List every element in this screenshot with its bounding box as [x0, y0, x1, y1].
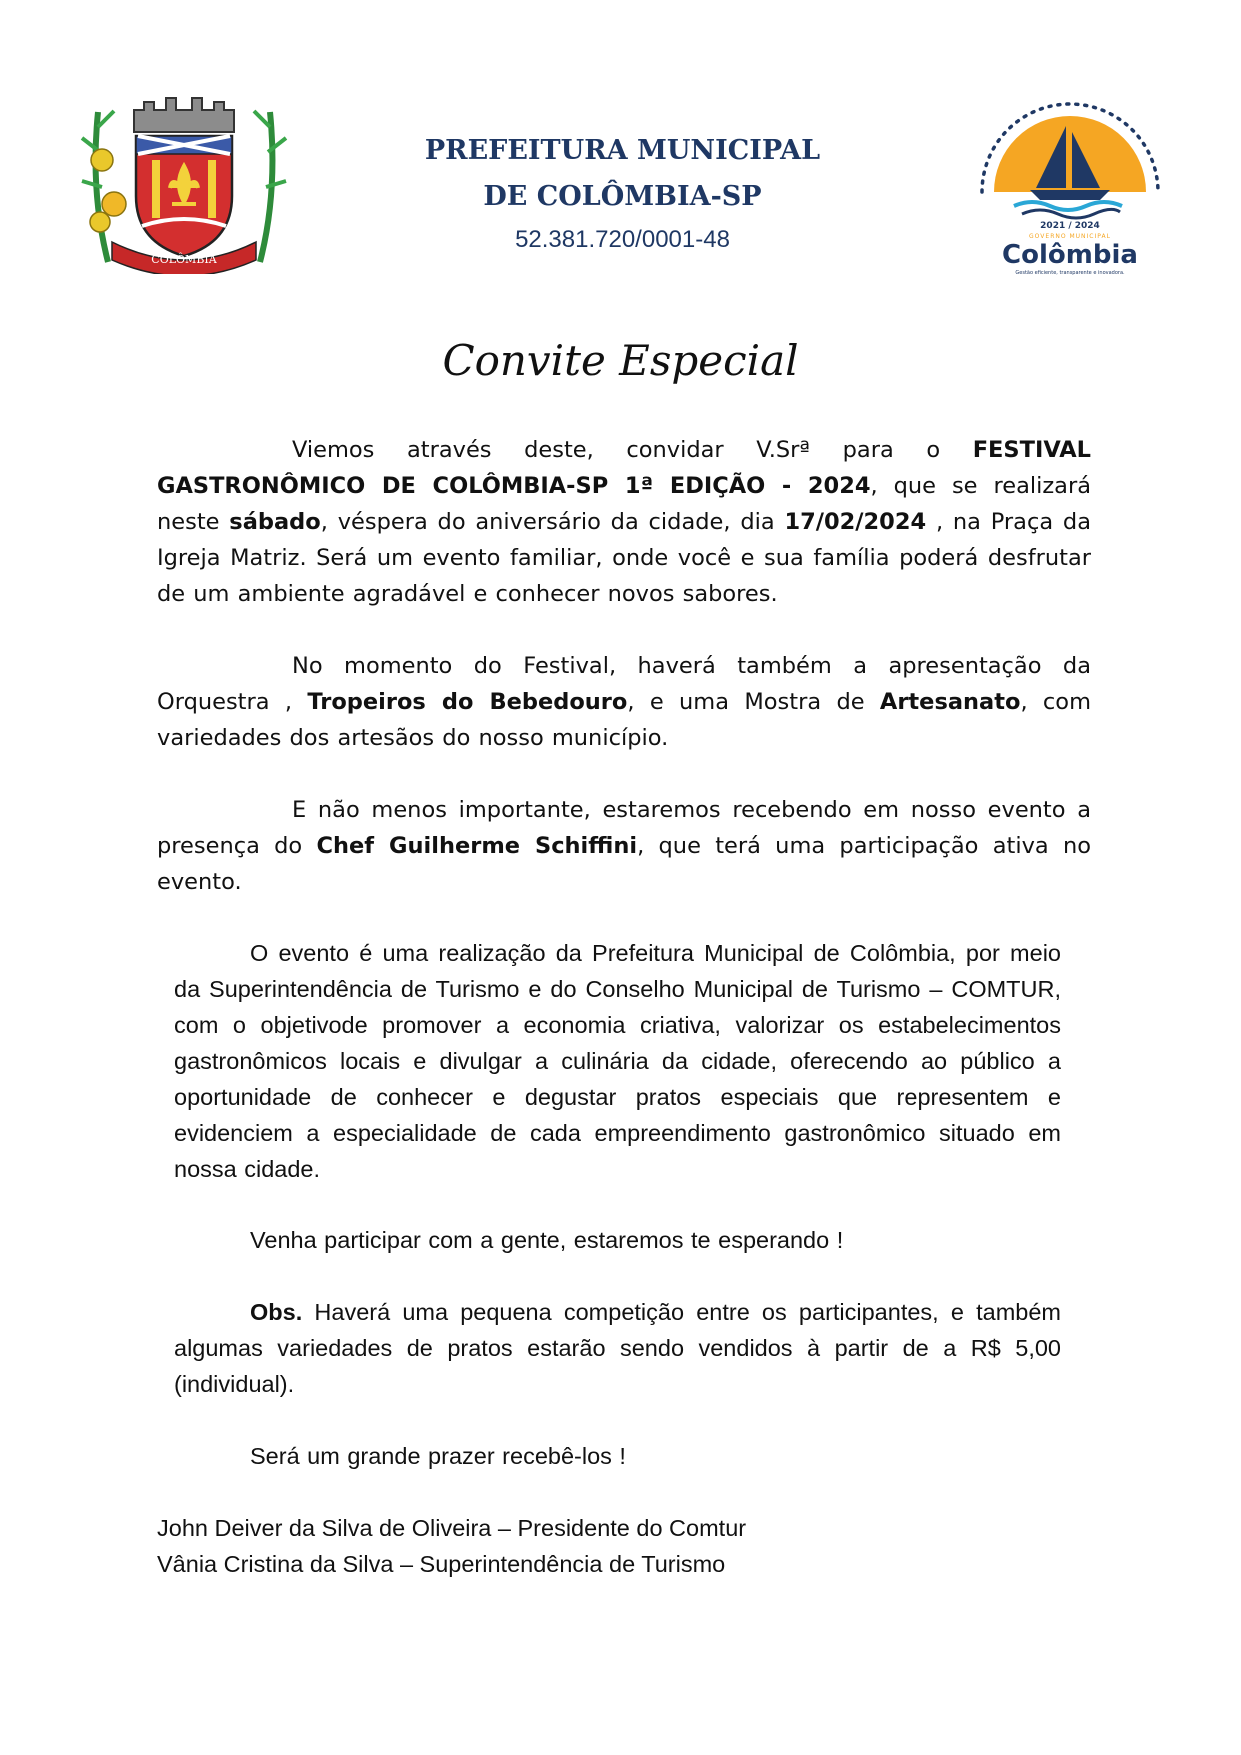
sailboat-sun-logo-icon — [970, 88, 1170, 280]
letter-title: Convite Especial — [442, 336, 799, 385]
header-line-1: PREFEITURA MUNICIPAL — [424, 135, 821, 166]
chef-name: Chef Guilherme Schiffini — [316, 833, 638, 859]
paragraph-call-to-action — [174, 1222, 1061, 1258]
logo-subtitle: GOVERNO MUNICIPAL — [1029, 233, 1111, 240]
paragraph-invitation — [157, 432, 1091, 612]
header-cnpj: 52.381.720/0001-48 — [515, 226, 730, 253]
p7-text: Será um grande prazer recebê-los ! — [250, 1443, 626, 1469]
p1-text-a: Viemos através deste, convidar V.Srª para o — [292, 437, 973, 463]
paragraph-closing — [174, 1438, 1061, 1474]
festival-name: FESTIVAL GASTRONÔMICO DE COLÔMBIA-SP 1ª EDIÇÃO - 2024 — [157, 437, 1091, 499]
logo-name: Colômbia — [1002, 240, 1138, 270]
crest-banner-text: COLÔMBIA — [151, 253, 217, 266]
p4-text: O evento é uma realização da Prefeitura Municipal de Colômbia, por meio da Superintendência de Turismo e do Conselho Municipal de Turismo – COMTUR, com o objetivode promover a economia criativa, valorizar os estabelecimentos gastronômicos locais e divulgar a culinária da cidade, oferecendo ao público a oportunidade de conhecer e degustar pratos especiais que representem e evidenciem a especialidade de cada empreendimento gastronômico situado em nossa cidade. — [174, 940, 1061, 1182]
p2-text-a: No momento do Festival, haverá também a apresentação da Orquestra , — [157, 653, 1091, 715]
header-line-2: DE COLÔMBIA-SP — [483, 181, 762, 212]
p2-text-e: , com variedades dos artesãos do nosso município. — [157, 689, 1091, 751]
p1-text-c: , que se realizará neste — [157, 473, 1091, 535]
paragraph-chef — [157, 792, 1091, 900]
signature-1: John Deiver da Silva de Oliveira – Presidente do Comtur — [157, 1515, 747, 1541]
p5-text: Venha participar com a gente, estaremos te esperando ! — [250, 1227, 844, 1253]
p1-text-e: , véspera do aniversário da cidade, dia — [320, 509, 785, 535]
p6-text: Haverá uma pequena competição entre os participantes, e também algumas variedades de pratos estarão sendo vendidos à partir de a R$ 5,00 (individual). — [174, 1299, 1061, 1397]
logo-slogan: Gestão eficiente, transparente e inovadora. — [1015, 270, 1125, 276]
p1-text-g: , na Praça da Igreja Matriz. Será um evento familiar, onde você e sua família poderá desfrutar de um ambiente agradável e conhecer novos sabores. — [157, 509, 1091, 607]
event-date: 17/02/2024 — [784, 509, 927, 535]
paragraph-observation — [174, 1294, 1061, 1402]
signature-2: Vânia Cristina da Silva – Superintendência de Turismo — [157, 1551, 726, 1577]
paragraph-organization — [174, 935, 1061, 1187]
p2-text-c: , e uma Mostra de — [627, 689, 880, 715]
signature-block — [157, 1510, 1057, 1582]
logo-years: 2021 / 2024 — [1040, 221, 1100, 231]
letterhead — [330, 128, 915, 260]
p3-text-c: , que terá uma participação ativa no evento. — [157, 833, 1092, 895]
paragraph-attractions — [157, 648, 1091, 756]
orchestra-name: Tropeiros do Bebedouro — [307, 689, 628, 715]
p3-text-a: E não menos importante, estaremos recebendo em nosso evento a presença do — [157, 797, 1091, 859]
crafts-label: Artesanato — [879, 689, 1021, 715]
municipal-coat-of-arms-icon — [78, 92, 290, 274]
obs-label: Obs. — [250, 1299, 303, 1325]
event-day: sábado — [229, 509, 321, 535]
